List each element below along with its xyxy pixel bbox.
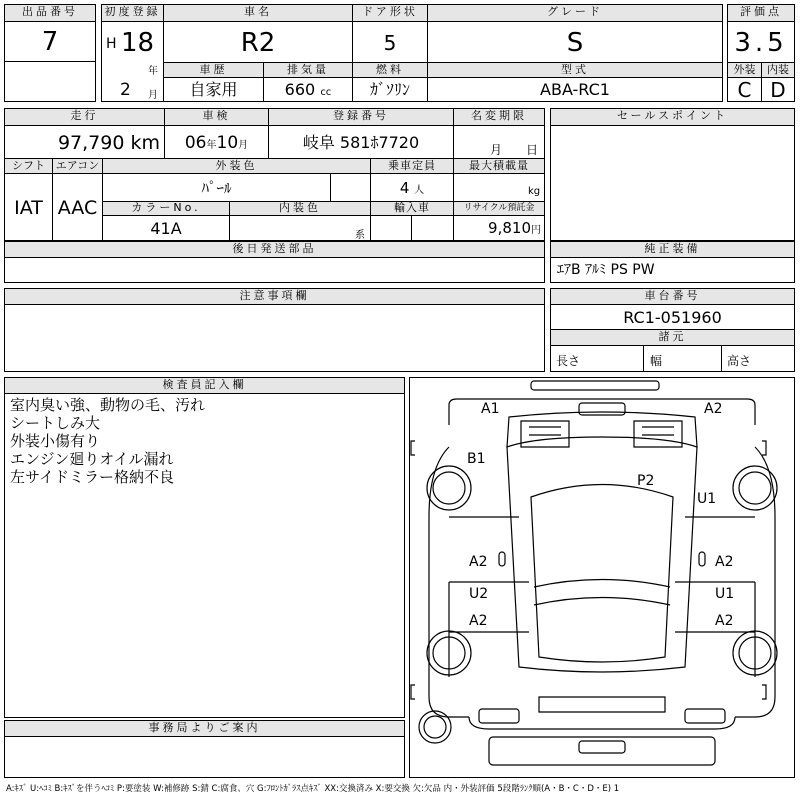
chassis-label: 車台番号 — [550, 288, 795, 305]
displacement-value — [263, 77, 353, 102]
notes-label: 注意事項欄 — [4, 288, 545, 305]
sales-point-box — [550, 125, 795, 241]
fuel-value: ｶﾞｿﾘﾝ — [352, 77, 428, 102]
history-value: 自家用 — [163, 77, 264, 102]
door-value: 5 — [352, 21, 428, 63]
sales-point-label: セールスポイント — [550, 108, 795, 126]
fuel-label: 燃料 — [352, 62, 428, 78]
dmg-a2-left-front: A2 — [469, 554, 488, 570]
dmg-a2-right-rear: A2 — [715, 613, 734, 629]
name-change-month: 月 — [490, 143, 503, 157]
exterior-label: 外装 — [727, 62, 762, 78]
grade-value: S — [427, 21, 723, 63]
era: H — [106, 36, 117, 52]
dmg-p2: P2 — [637, 473, 655, 489]
office-box — [4, 736, 405, 778]
displacement-unit: cc — [320, 87, 332, 98]
insp-year: 06 — [184, 133, 207, 153]
inspector-note: エンジン廻りオイル漏れ — [10, 450, 174, 468]
inspector-label: 検査員記入欄 — [4, 377, 405, 394]
insp-year-unit: 年 — [206, 140, 217, 151]
later-parts-label: 後日発送部品 — [4, 241, 545, 258]
ext-color-extra — [330, 173, 371, 202]
model-value: ABA-RC1 — [427, 77, 723, 102]
dmg-a2-right-front: A2 — [715, 554, 734, 570]
max-load-unit: kg — [528, 186, 541, 197]
max-load-label: 最大積載量 — [453, 158, 545, 174]
length-label: 長さ — [556, 354, 581, 368]
mileage-label: 走行 — [4, 108, 165, 126]
plate-value: 岐阜 581ﾎ7720 — [268, 125, 454, 159]
dmg-a2-left-rear: A2 — [469, 613, 488, 629]
recycle-unit: 円 — [531, 225, 541, 236]
color-no-value: 41A — [102, 215, 230, 241]
score-value: 3.5 — [727, 21, 795, 63]
lot-no-blank — [4, 61, 96, 102]
shift-value: IAT — [4, 173, 53, 241]
reg-month-suffix: 月 — [148, 90, 158, 101]
exterior-score: C — [727, 77, 762, 102]
import-box-1 — [370, 215, 412, 241]
inspector-notes — [10, 396, 205, 486]
shift-label: シフト — [4, 158, 53, 174]
dmg-u2: U2 — [469, 586, 489, 602]
reg-year-suffix: 年 — [148, 66, 158, 77]
recycle-label: リサイクル預託金 — [453, 201, 545, 216]
name-change-label: 名変期限 — [453, 108, 545, 126]
car-name: R2 — [163, 21, 353, 63]
plate-label: 登録番号 — [268, 108, 454, 126]
genuine-label: 純正装備 — [550, 241, 795, 258]
insp-month-unit: 月 — [238, 140, 249, 151]
reg-year: 18 — [121, 28, 155, 58]
history-label: 車歴 — [163, 62, 264, 78]
capacity-label: 乗車定員 — [370, 158, 454, 174]
car-diagram — [409, 377, 795, 778]
name-change-day: 日 — [526, 143, 539, 157]
grade-label: グレード — [427, 4, 723, 22]
height-label: 高さ — [727, 354, 752, 368]
lot-no-label: 出品番号 — [4, 4, 96, 22]
model-label: 型式 — [427, 62, 723, 78]
dmg-u1-right-rear: U1 — [715, 586, 735, 602]
ext-color-value: ﾊﾟｰﾙ — [102, 173, 331, 202]
inspector-note: シートしみ大 — [10, 414, 101, 432]
notes-box — [4, 304, 545, 372]
chassis-value: RC1-051960 — [550, 304, 795, 330]
width-label: 幅 — [650, 354, 663, 368]
dmg-u1-right: U1 — [697, 491, 717, 507]
interior-score: D — [761, 77, 795, 102]
color-no-label: カラーNo. — [102, 201, 230, 216]
interior-label: 内装 — [761, 62, 795, 78]
dmg-a2-front: A2 — [704, 401, 723, 417]
ext-color-label: 外装色 — [102, 158, 371, 174]
recycle-value — [453, 215, 545, 241]
int-color-unit: 系 — [355, 230, 365, 241]
int-color-label: 内装色 — [229, 201, 371, 216]
capacity-number: 4 — [399, 179, 410, 197]
recycle-number: 9,810 — [488, 219, 531, 237]
genuine-value: ｴｱB ｱﾙﾐ PS PW — [550, 257, 795, 283]
capacity-value — [370, 173, 454, 202]
displacement-label: 排気量 — [263, 62, 353, 78]
inspection-label: 車検 — [164, 108, 269, 126]
later-parts-box — [4, 257, 545, 283]
lot-no: 7 — [4, 21, 96, 62]
office-label: 事務局よりご案内 — [4, 720, 405, 737]
first-reg-label: 初度登録 — [101, 4, 164, 22]
import-box-2 — [411, 215, 454, 241]
score-label: 評価点 — [727, 4, 795, 22]
mileage-unit: km — [130, 132, 160, 154]
reg-month: 2 — [120, 80, 131, 100]
door-label: ドア形状 — [352, 4, 428, 22]
ac-value: AAC — [52, 173, 103, 241]
dmg-b1: B1 — [467, 451, 486, 467]
car-name-label: 車名 — [163, 4, 353, 22]
ac-label: エアコン — [52, 158, 103, 174]
dmg-a1: A1 — [481, 401, 500, 417]
mileage-value — [4, 125, 165, 159]
inspector-note: 左サイドミラー格納不良 — [10, 468, 174, 486]
import-label: 輸入車 — [370, 201, 454, 216]
specs-label: 諸元 — [550, 329, 795, 346]
inspection-value — [164, 125, 269, 159]
displacement-number: 660 — [284, 80, 316, 99]
insp-month: 10 — [216, 133, 239, 153]
mileage-number: 97,790 — [57, 132, 125, 154]
capacity-unit: 人 — [414, 185, 425, 196]
inspector-note: 室内臭い強、動物の毛、汚れ — [10, 396, 206, 414]
footer-legend: A:ｷｽﾞ U:ﾍｺﾐ B:ｷｽﾞを伴うﾍｺﾐ P:要塗装 W:補修跡 S:錆 C:腐食、穴 G:ﾌﾛﾝﾄｶﾞﾗｽ点ｷｽﾞ XX:交換済み X:要交換 欠:欠品 内・外装評価 5段階ﾗﾝｸ順(A・B・C・D・E) 1 — [6, 784, 620, 794]
int-color-box — [229, 215, 371, 241]
inspector-note: 外装小傷有り — [10, 432, 101, 450]
